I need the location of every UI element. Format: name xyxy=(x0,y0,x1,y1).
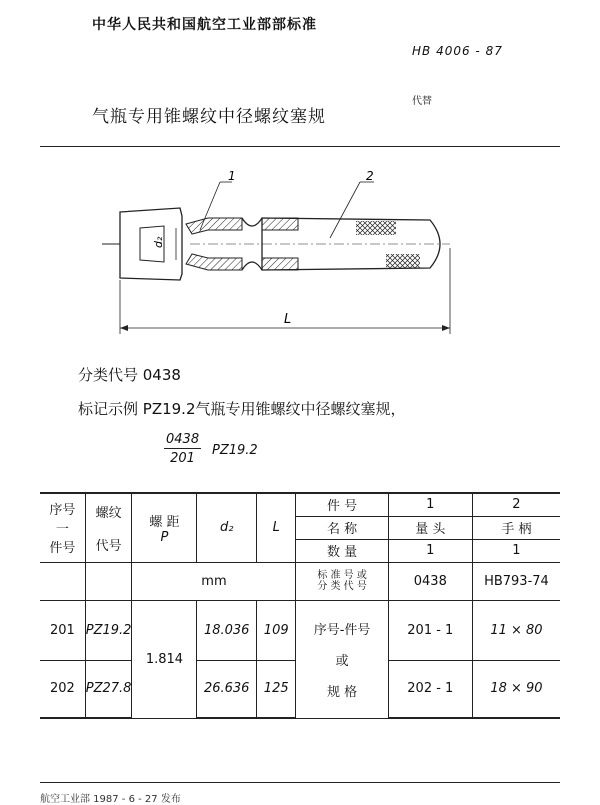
leader-line-2 xyxy=(330,182,360,238)
issuing-organization: 中华人民共和国航空工业部部标准 xyxy=(92,17,317,33)
header-seq: 序号 一 件号 xyxy=(40,493,85,562)
marking-fraction xyxy=(164,432,201,466)
header-L: L xyxy=(256,493,295,562)
plug-gauge-drawing xyxy=(100,168,460,344)
row-thread: PZ27.8 xyxy=(85,660,132,718)
part-1-qty: 1 xyxy=(388,539,472,562)
pitch-value: 1.814 xyxy=(132,600,197,718)
document-title: 气瓶专用锥螺纹中径螺纹塞规 xyxy=(92,107,326,127)
part-2-std-code: HB793-74 xyxy=(472,562,560,600)
row-d2: 26.636 xyxy=(197,660,257,718)
unit-mm: mm xyxy=(132,562,296,600)
part-2-label: 2 xyxy=(366,169,374,183)
table-row xyxy=(40,600,560,660)
row-part1: 202 - 1 xyxy=(388,660,472,718)
part-2-qty: 1 xyxy=(472,539,560,562)
classification-code: 分类代号 0438 xyxy=(78,366,181,384)
row-part2: 11 × 80 xyxy=(472,600,560,660)
part-2-no: 2 xyxy=(472,493,560,516)
header-name: 名 称 xyxy=(296,516,388,539)
header-d2: d₂ xyxy=(197,493,257,562)
part-2-name: 手 柄 xyxy=(472,516,560,539)
header-part-no: 件 号 xyxy=(296,493,388,516)
part-1-name: 量 头 xyxy=(388,516,472,539)
row-L: 125 xyxy=(256,660,295,718)
fraction-denominator: 201 xyxy=(170,451,195,466)
replaces-label: 代替 xyxy=(412,96,432,107)
row-part2: 18 × 90 xyxy=(472,660,560,718)
row-L: 109 xyxy=(256,600,295,660)
marking-code: PZ19.2 xyxy=(212,443,258,458)
standard-number: HB 4006 - 87 xyxy=(412,44,503,58)
part-1-std-code: 0438 xyxy=(388,562,472,600)
part-1-label: 1 xyxy=(228,169,236,183)
row-d2: 18.036 xyxy=(197,600,257,660)
footer-rule xyxy=(40,782,560,783)
row-seq: 202 xyxy=(40,660,85,718)
footer-text: 航空工业部 1987 - 6 - 27 发布 xyxy=(40,794,181,805)
header-std-code: 标 准 号 或 分 类 代 号 xyxy=(296,562,388,600)
row-thread: PZ19.2 xyxy=(85,600,132,660)
title-rule xyxy=(40,146,560,147)
marking-example: 标记示例 PZ19.2气瓶专用锥螺纹中径螺纹塞规， xyxy=(78,400,406,418)
specification-table xyxy=(40,492,560,719)
spec-label: 序号-件号 或 规 格 xyxy=(296,600,388,718)
diameter-label: d₂ xyxy=(152,236,165,248)
part-1-no: 1 xyxy=(388,493,472,516)
header-thread: 螺纹 代号 xyxy=(85,493,132,562)
header-qty: 数 量 xyxy=(296,539,388,562)
header-pitch: 螺 距 P xyxy=(132,493,197,562)
row-part1: 201 - 1 xyxy=(388,600,472,660)
row-seq: 201 xyxy=(40,600,85,660)
fraction-numerator: 0438 xyxy=(166,432,200,447)
length-label: L xyxy=(284,312,292,327)
